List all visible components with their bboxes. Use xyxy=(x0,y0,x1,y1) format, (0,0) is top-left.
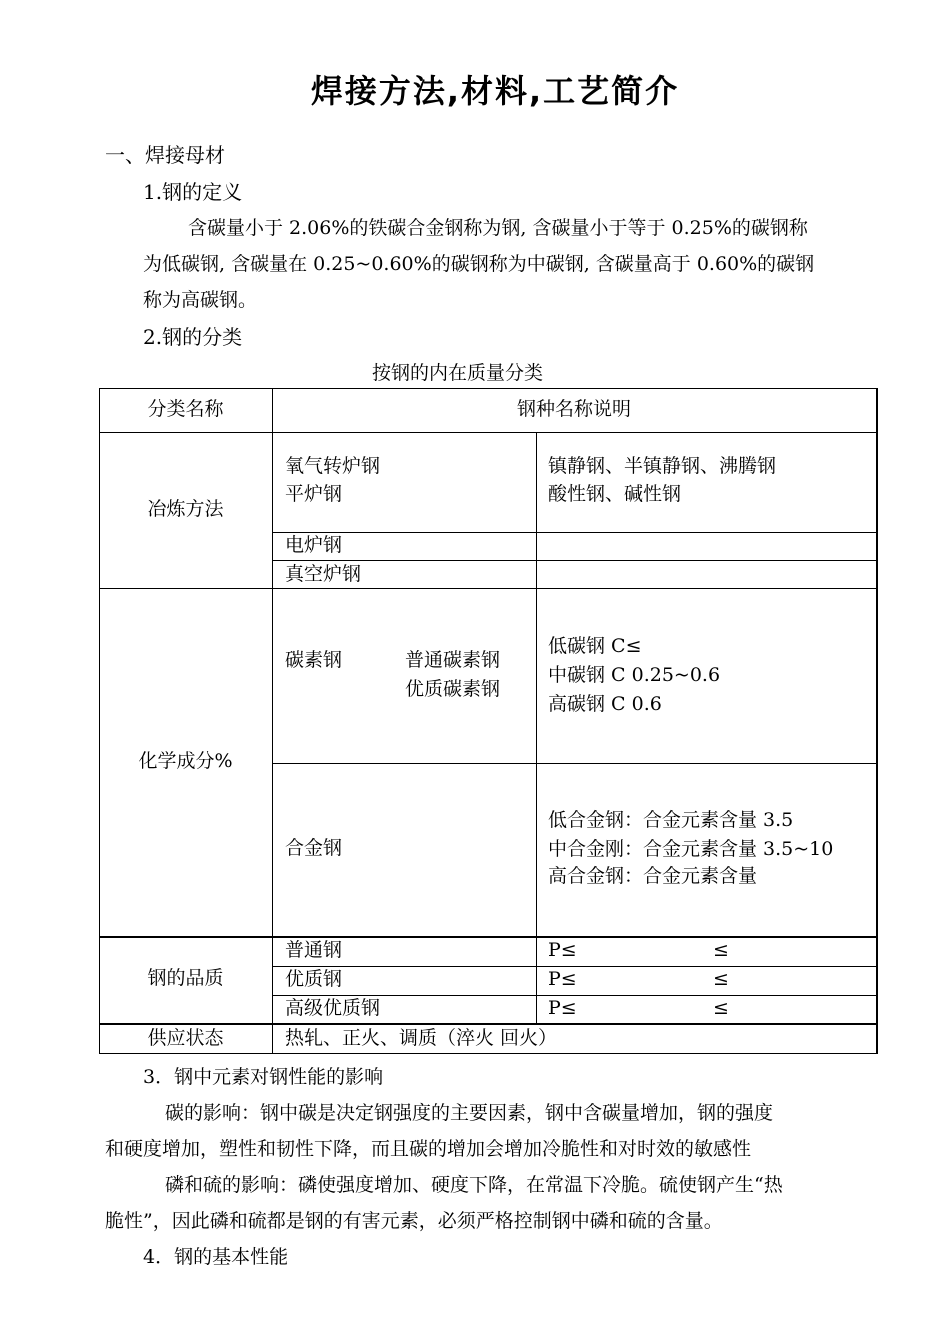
table-header-category: 分类名称 xyxy=(147,398,224,420)
table-cell: ≤ xyxy=(713,997,729,1019)
paragraph-line: 和硬度增加，塑性和韧性下降，而且碳的增加会增加冷脆性和对时效的敏感性 xyxy=(105,1138,752,1160)
row-label-smelting: 冶炼方法 xyxy=(147,498,224,520)
subsection-heading: 1.钢的定义 xyxy=(143,180,243,204)
steel-classification-table xyxy=(99,388,878,1054)
paragraph-line: 含碳量小于 2.06%的铁碳合金钢称为钢, 含碳量小于等于 0.25%的碳钢称 xyxy=(188,217,808,239)
subsection-heading: 2.钢的分类 xyxy=(143,325,243,349)
paragraph-line: 碳的影响：钢中碳是决定钢强度的主要因素，钢中含碳量增加，钢的强度 xyxy=(165,1102,774,1124)
table-cell: 合金钢 xyxy=(285,837,343,859)
table-cell: 高合金钢：合金元素含量 xyxy=(548,865,758,887)
paragraph-line: 称为高碳钢。 xyxy=(143,289,258,311)
table-cell: P≤ xyxy=(548,997,577,1019)
table-cell: 热轧、正火、调质（淬火 回火） xyxy=(285,1027,558,1049)
table-cell: 碳素钢 xyxy=(285,649,343,671)
table-caption: 按钢的内在质量分类 xyxy=(372,362,544,384)
table-cell: 酸性钢、碱性钢 xyxy=(548,483,682,505)
subsection-heading: 4．钢的基本性能 xyxy=(143,1246,289,1268)
subsection-heading: 3．钢中元素对钢性能的影响 xyxy=(143,1066,384,1088)
table-cell: 电炉钢 xyxy=(285,534,343,556)
table-cell: P≤ xyxy=(548,968,577,990)
paragraph-line: 磷和硫的影响：磷使强度增加、硬度下降，在常温下冷脆。硫使钢产生“热 xyxy=(165,1174,783,1196)
table-cell: 中碳钢 C 0.25~0.6 xyxy=(548,664,721,686)
table-cell: 真空炉钢 xyxy=(285,563,362,585)
section-heading: 一、焊接母材 xyxy=(105,143,225,167)
row-label-quality: 钢的品质 xyxy=(147,967,224,989)
document-title: 焊接方法,材料,工艺简介 xyxy=(310,72,680,110)
table-cell: 低碳钢 C≤ xyxy=(548,635,642,657)
table-cell: 高碳钢 C 0.6 xyxy=(548,693,662,715)
table-cell: 普通钢 xyxy=(285,939,343,961)
table-cell: 镇静钢、半镇静钢、沸腾钢 xyxy=(548,455,777,477)
table-cell: ≤ xyxy=(713,968,729,990)
row-label-supply: 供应状态 xyxy=(147,1027,224,1049)
paragraph-line: 为低碳钢, 含碳量在 0.25~0.60%的碳钢称为中碳钢, 含碳量高于 0.60%的碳钢 xyxy=(143,253,815,275)
table-cell: 优质钢 xyxy=(285,968,343,990)
table-cell: 低合金钢：合金元素含量 3.5 xyxy=(548,809,794,831)
table-cell: P≤ xyxy=(548,939,577,961)
table-cell: 普通碳素钢 xyxy=(405,649,501,671)
table-cell: 中合金刚：合金元素含量 3.5~10 xyxy=(548,838,834,860)
table-cell: 氧气转炉钢 xyxy=(285,455,381,477)
table-cell: 优质碳素钢 xyxy=(405,678,501,700)
table-header-description: 钢种名称说明 xyxy=(516,398,631,420)
table-cell: 平炉钢 xyxy=(285,483,343,505)
row-label-chemical: 化学成分% xyxy=(138,750,233,772)
paragraph-line: 脆性”，因此磷和硫都是钢的有害元素，必须严格控制钢中磷和硫的含量。 xyxy=(105,1210,723,1232)
table-cell: ≤ xyxy=(713,939,729,961)
table-cell: 高级优质钢 xyxy=(285,997,381,1019)
